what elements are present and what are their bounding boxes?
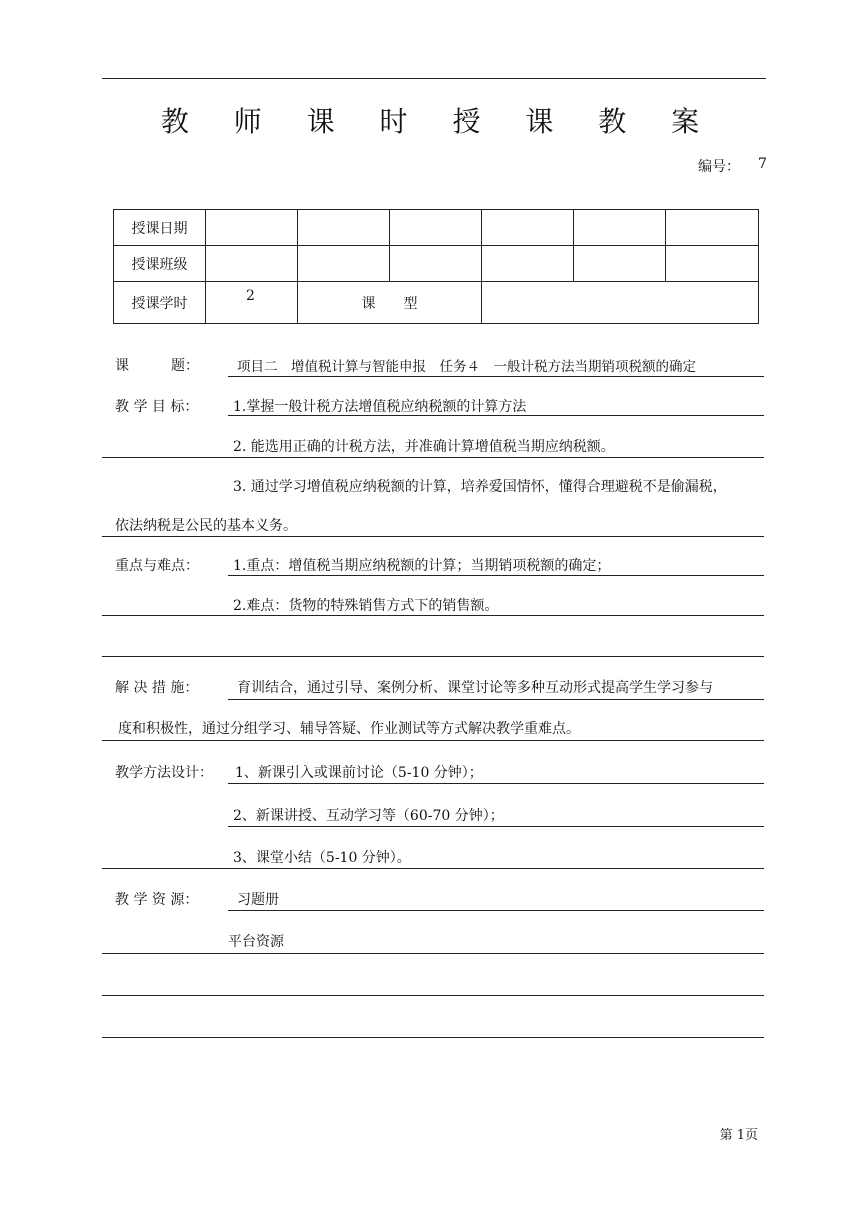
blank-underline-3 [102, 1037, 764, 1038]
table-row [114, 210, 759, 246]
keypoint-underline-1 [228, 575, 764, 576]
objective-item-1: 1.掌握一般计税方法增值税应纳税额的计算方法 [233, 399, 527, 415]
method-underline-3 [102, 868, 764, 869]
keypoints-label: 重点与难点： [115, 558, 199, 574]
method-item-3: 3、课堂小结（5-10 分钟）。 [233, 850, 411, 866]
measures-label: 解 决 措 施： [115, 680, 199, 696]
table-cell[interactable] [666, 210, 759, 246]
methods-label: 教学方法设计： [115, 765, 213, 781]
objective-item-2: 2. 能选用正确的计税方法，并准确计算增值税当期应纳税额。 [233, 439, 615, 455]
method-item-1: 1、新课引入或课前讨论（5-10 分钟）； [235, 765, 483, 781]
blank-underline-2 [102, 995, 764, 996]
hours-value-text: 2 [246, 288, 255, 304]
resources-label: 教 学 资 源： [115, 892, 199, 908]
class-label: 授课班级 [114, 246, 206, 282]
measures-line-2: 度和积极性，通过分组学习、辅导答疑、作业测试等方式解决教学重难点。 [118, 721, 580, 737]
serial-label: 编号： [698, 159, 740, 175]
hours-value[interactable] [206, 282, 298, 324]
objective-underline-1 [228, 415, 764, 416]
table-row [114, 246, 759, 282]
topic-label: 课 题： [115, 358, 199, 374]
table-cell[interactable] [206, 210, 298, 246]
resource-underline-1 [228, 910, 764, 911]
objective-underline-2 [102, 457, 764, 458]
table-cell[interactable] [298, 210, 390, 246]
table-cell[interactable] [390, 210, 482, 246]
resource-underline-2 [102, 953, 764, 954]
blank-underline-1 [102, 656, 764, 657]
measures-underline-1 [228, 699, 764, 700]
objective-underline-3 [102, 536, 764, 537]
topic-value: 项目二 增值税计算与智能申报 任务４ 一般计税方法当期销项税额的确定 [237, 359, 696, 375]
date-label: 授课日期 [114, 210, 206, 246]
top-rule [102, 78, 766, 79]
table-cell[interactable] [298, 246, 390, 282]
type-value[interactable] [482, 282, 759, 324]
keypoint-underline-2 [102, 615, 764, 616]
table-cell[interactable] [206, 246, 298, 282]
keypoint-item-1: 1.重点：增值税当期应纳税额的计算；当期销项税额的确定； [233, 558, 611, 574]
topic-underline [228, 376, 764, 377]
table-cell[interactable] [574, 246, 666, 282]
page-title: 教 师 课 时 授 课 教 案 [160, 105, 718, 138]
table-cell[interactable] [482, 210, 574, 246]
table-cell[interactable] [482, 246, 574, 282]
measures-line-1: 育训结合，通过引导、案例分析、课堂讨论等多种互动形式提高学生学习参与 [237, 680, 713, 696]
method-underline-1 [228, 783, 764, 784]
keypoint-item-2: 2.难点：货物的特殊销售方式下的销售额。 [233, 598, 499, 614]
objective-item-3: 3. 通过学习增值税应纳税额的计算，培养爱国情怀，懂得合理避税不是偷漏税， [233, 479, 727, 495]
info-table [113, 209, 759, 324]
method-item-2: 2、新课讲授、互动学习等（60-70 分钟）； [233, 808, 504, 824]
resource-item-1: 习题册 [237, 892, 279, 908]
page-number: 第 1页 [719, 1128, 758, 1143]
table-row [114, 282, 759, 324]
objective-item-3-cont: 依法纳税是公民的基本义务。 [115, 518, 297, 534]
resource-item-2: 平台资源 [228, 934, 284, 950]
serial-value: 7 [758, 156, 767, 172]
objectives-label: 教 学 目 标： [115, 399, 199, 415]
type-label: 课 型 [298, 282, 482, 324]
table-cell[interactable] [666, 246, 759, 282]
table-cell[interactable] [574, 210, 666, 246]
measures-underline-2 [102, 740, 764, 741]
hours-label: 授课学时 [114, 282, 206, 324]
method-underline-2 [228, 826, 764, 827]
table-cell[interactable] [390, 246, 482, 282]
